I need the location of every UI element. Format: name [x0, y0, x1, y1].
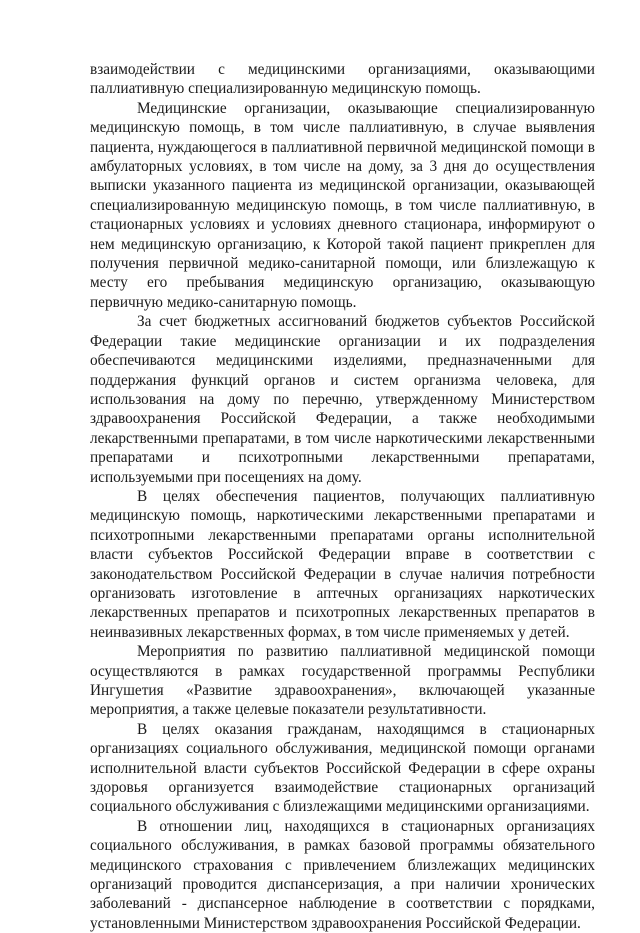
paragraph-specialized-care: Медицинские организации, оказывающие специализированную медицинскую помощь, в том числе паллиативную, в случае выявления пациента, нуждающегося в паллиативной первичной медицинской помощи в амбулаторных условиях, в том числе на дому, за 3 дня до осуществления выписки указанного пациента из медицинской организации, оказывающей специализированную медицинскую помощь, в том числе паллиативную, в стационарных условиях и условиях дневного стационара, информируют о нем медицинскую организацию, к Которой такой пациент прикреплен для получения первичной медико-санитарной помощи, или близлежащую к месту его пребывания медицинскую организацию, оказывающую первичную медико-санитарную помощь.: [90, 99, 595, 311]
paragraph-narcotic-drugs: В целях обеспечения пациентов, получающих паллиативную медицинскую помощь, наркотическими лекарственными препаратами и психотропными лекарственными препаратами органы исполнительной власти субъектов Российской Федерации вправе в соответствии с законодательством Российской Федерации в случае наличия потребности организовать изготовление в аптечных организациях наркотических лекарственных препаратов и психотропных лекарственных препаратов в неинвазивных лекарственных формах, в том числе применяемых у детей.: [90, 487, 595, 641]
document-page: [90, 60, 595, 933]
paragraph-state-program: Мероприятия по развитию паллиативной медицинской помощи осуществляются в рамках государственной программы Республики Ингушетия «Развитие здравоохранения», включающей указанные мероприятия, а также целевые показатели результативности.: [90, 643, 595, 719]
paragraph-social-services: В целях оказания гражданам, находящимся в стационарных организациях социального обслуживания, медицинской помощи органами исполнительной власти субъектов Российской Федерации в сфере охраны здоровья организуется взаимодействие стационарных организаций социального обслуживания с близлежащими медицинскими организациями.: [90, 720, 595, 816]
paragraph-dispensary: В отношении лиц, находящихся в стационарных организациях социального обслуживания, в рамках базовой программы обязательного медицинского страхования с привлечением близлежащих медицинских организаций проводится диспансеризация, а при наличии хронических заболеваний - диспансерное наблюдение в соответствии с порядками, установленными Министерством здравоохранения Российской Федерации.: [90, 817, 595, 932]
paragraph-continuation: взаимодействии с медицинскими организациями, оказывающими паллиативную специализированную медицинскую помощь.: [90, 61, 595, 98]
paragraph-budget-funding: За счет бюджетных ассигнований бюджетов субъектов Российской Федерации такие медицинские организации и их подразделения обеспечиваются медицинскими изделиями, предназначенными для поддержания функций органов и систем организма человека, для использования на дому по перечню, утвержденному Министерством здравоохранения Российской Федерации, а также необходимыми лекарственными препаратами, в том числе наркотическими лекарственными препаратами и психотропными лекарственными препаратами, используемыми при посещениях на дому.: [90, 313, 595, 486]
